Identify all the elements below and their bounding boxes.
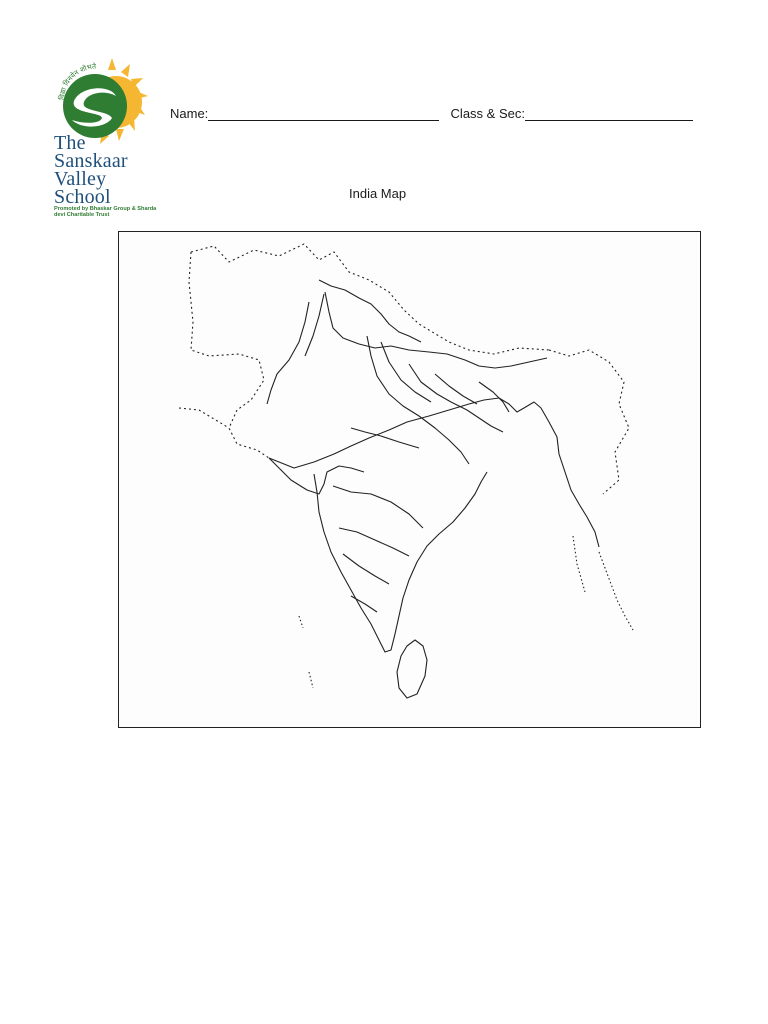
school-name-line-3: Valley [54, 168, 107, 190]
school-name-line-1: The [54, 132, 86, 154]
class-sec-blank[interactable] [525, 107, 693, 121]
school-name-line-4: School [54, 186, 111, 208]
class-sec-label: Class & Sec: [450, 106, 525, 121]
school-name-line-2: Sanskaar [54, 150, 128, 172]
outline-map-india-icon [119, 232, 702, 729]
name-blank[interactable] [208, 107, 439, 121]
school-tagline: Promoted by Bhaskar Group & Sharda devi Charitable Trust [54, 206, 157, 219]
school-motto: विद्या विनयेन शोभते [57, 62, 97, 101]
student-details-row [170, 106, 693, 121]
school-logo [48, 56, 158, 221]
map-frame [118, 231, 701, 728]
worksheet-title: India Map [349, 186, 407, 201]
name-label: Name: [170, 106, 209, 121]
